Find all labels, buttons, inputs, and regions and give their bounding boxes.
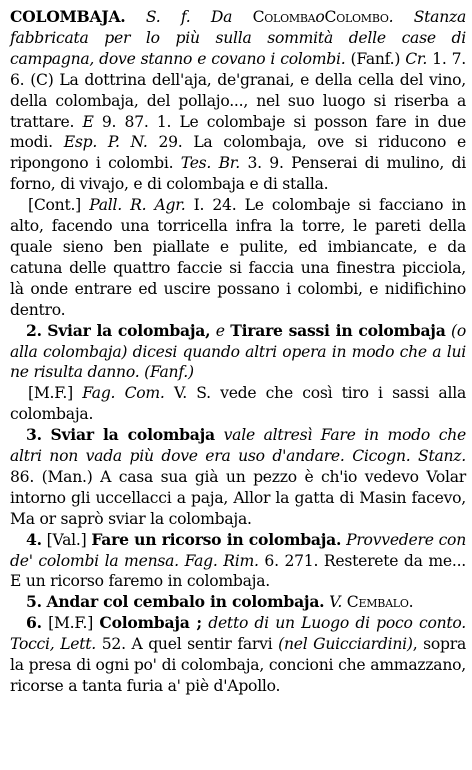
sense-headword: Fare un ricorso in colombaja.: [91, 529, 342, 549]
sense-4: [10, 530, 466, 593]
sense-definition: Provvedere con de' colombi la mensa.: [10, 530, 466, 570]
editor-tag: [Cont.]: [28, 196, 82, 215]
sense-6: [10, 613, 466, 697]
cross-reference: Cembalo.: [346, 593, 414, 612]
source-ref: (Fanf.): [350, 49, 401, 68]
sense-headword: Sviar la colombaja,: [47, 320, 211, 340]
sense-3: [10, 425, 466, 530]
citation-text: , sopra la presa di ogni po' di colombaja, concioni che ammazzano, ricorse a tanta furia a' piè d'Apollo.: [10, 635, 466, 695]
citation-source: Fag. Rim.: [184, 551, 259, 570]
etymology-word: Colomba: [252, 8, 316, 26]
sense-headword: Sviar la colombaja: [50, 425, 215, 445]
citation-source: Fag. Com.: [82, 384, 165, 403]
citation-source: Esp. P. N.: [63, 133, 148, 152]
citation-text: 3. 9. Penserai di mulino, di forno, di vivajo, e di colombaja e di stalla.: [10, 154, 466, 194]
citation-text: 6. 271. Resterete da me... E un ricorso faremo in colombaja.: [10, 551, 467, 591]
etymology-prefix: Da: [210, 8, 233, 26]
citation-text: 29. La colombaja, ove si riducono e ripongono i colombi.: [10, 133, 466, 173]
citation-source: E: [82, 112, 94, 131]
definition: . Stanza fabbricata per lo più sulla sommità delle case di campagna, dove stanno e covano i colombi.: [10, 8, 466, 68]
sense-definition: detto di un Luogo di poco conto.: [208, 614, 466, 633]
etymology-word: Colombo: [324, 8, 389, 26]
sense-number: 4.: [26, 529, 42, 549]
sense-number: 5.: [26, 592, 42, 612]
grammar: S. f.: [145, 8, 191, 26]
citation-source: Tes. Br.: [180, 154, 240, 173]
sense-number: 6.: [26, 613, 42, 633]
sense-number: 2.: [26, 320, 42, 340]
see-also: V.: [329, 593, 343, 612]
editor-tag: [Val.]: [46, 530, 87, 549]
sense-2-citation: [10, 383, 466, 425]
headword: COLOMBAJA.: [10, 7, 126, 26]
editor-tag: [M.F.]: [28, 384, 73, 403]
sense-alternative: (o alla colombaja): [10, 321, 466, 361]
conjunction: e: [215, 321, 225, 340]
entry-paragraph: [10, 195, 466, 320]
citation-source: Cr.: [405, 49, 428, 68]
sense-headword: Colombaja ;: [99, 613, 202, 633]
sense-number: 3.: [26, 425, 42, 445]
citation-text: 52. A quel sentir farvi: [101, 635, 273, 654]
sense-headword: Andar col cembalo in colombaja.: [46, 592, 325, 612]
citation-source: Pall. R. Agr.: [89, 196, 186, 215]
editor-tag: [M.F.]: [48, 614, 94, 633]
citation-text: 9. 87. 1. Le colombaje si posson fare in due modi.: [10, 112, 466, 152]
entry-header: [10, 7, 466, 195]
sense-2: [10, 321, 466, 384]
sense-definition: dicesi quando altri opera in modo che a lui ne risulta danno.: [10, 342, 466, 382]
citation-note: (nel Guicciardini): [278, 635, 413, 654]
source-ref: (Fanf.): [144, 363, 194, 382]
citation-text: I. 24. Le colombaje si facciano in alto, facendo una torricella infra la torre, le pareti della quale sieno ben piallate e pulite, ed imbiancate, e da catuna delle quattro faccie si faccia una finestra picciola, là onde entrare ed uscire possano i colombi, e nidifichino dentro.: [10, 196, 466, 319]
sense-definition: vale altresì Fare in modo che altri non vada più dove era uso d'andare.: [10, 426, 466, 466]
sense-headword: Tirare sassi in colombaja: [230, 320, 446, 340]
citation-source: Cicogn. Stanz.: [352, 447, 466, 466]
citation-text: V. S. vede che così tiro i sassi alla colombaja.: [10, 384, 466, 424]
citation-source: Tocci, Lett.: [10, 635, 97, 654]
citation-text: 1. 7. 6. (C) La dottrina dell'aja, de'granai, e della cella del vino, della colombaja, del pollajo..., nel suo luogo si riserba a trattare.: [10, 49, 466, 131]
etymology-or: o: [315, 8, 325, 26]
sense-5: [10, 592, 466, 613]
citation-text: 86. (Man.) A casa sua già un pezzo è ch'io vedevo Volar intorno gli uccellacci a paja, Allor la gatta di Masin facevo, Ma or saprò sviar la colombaja.: [10, 467, 466, 528]
